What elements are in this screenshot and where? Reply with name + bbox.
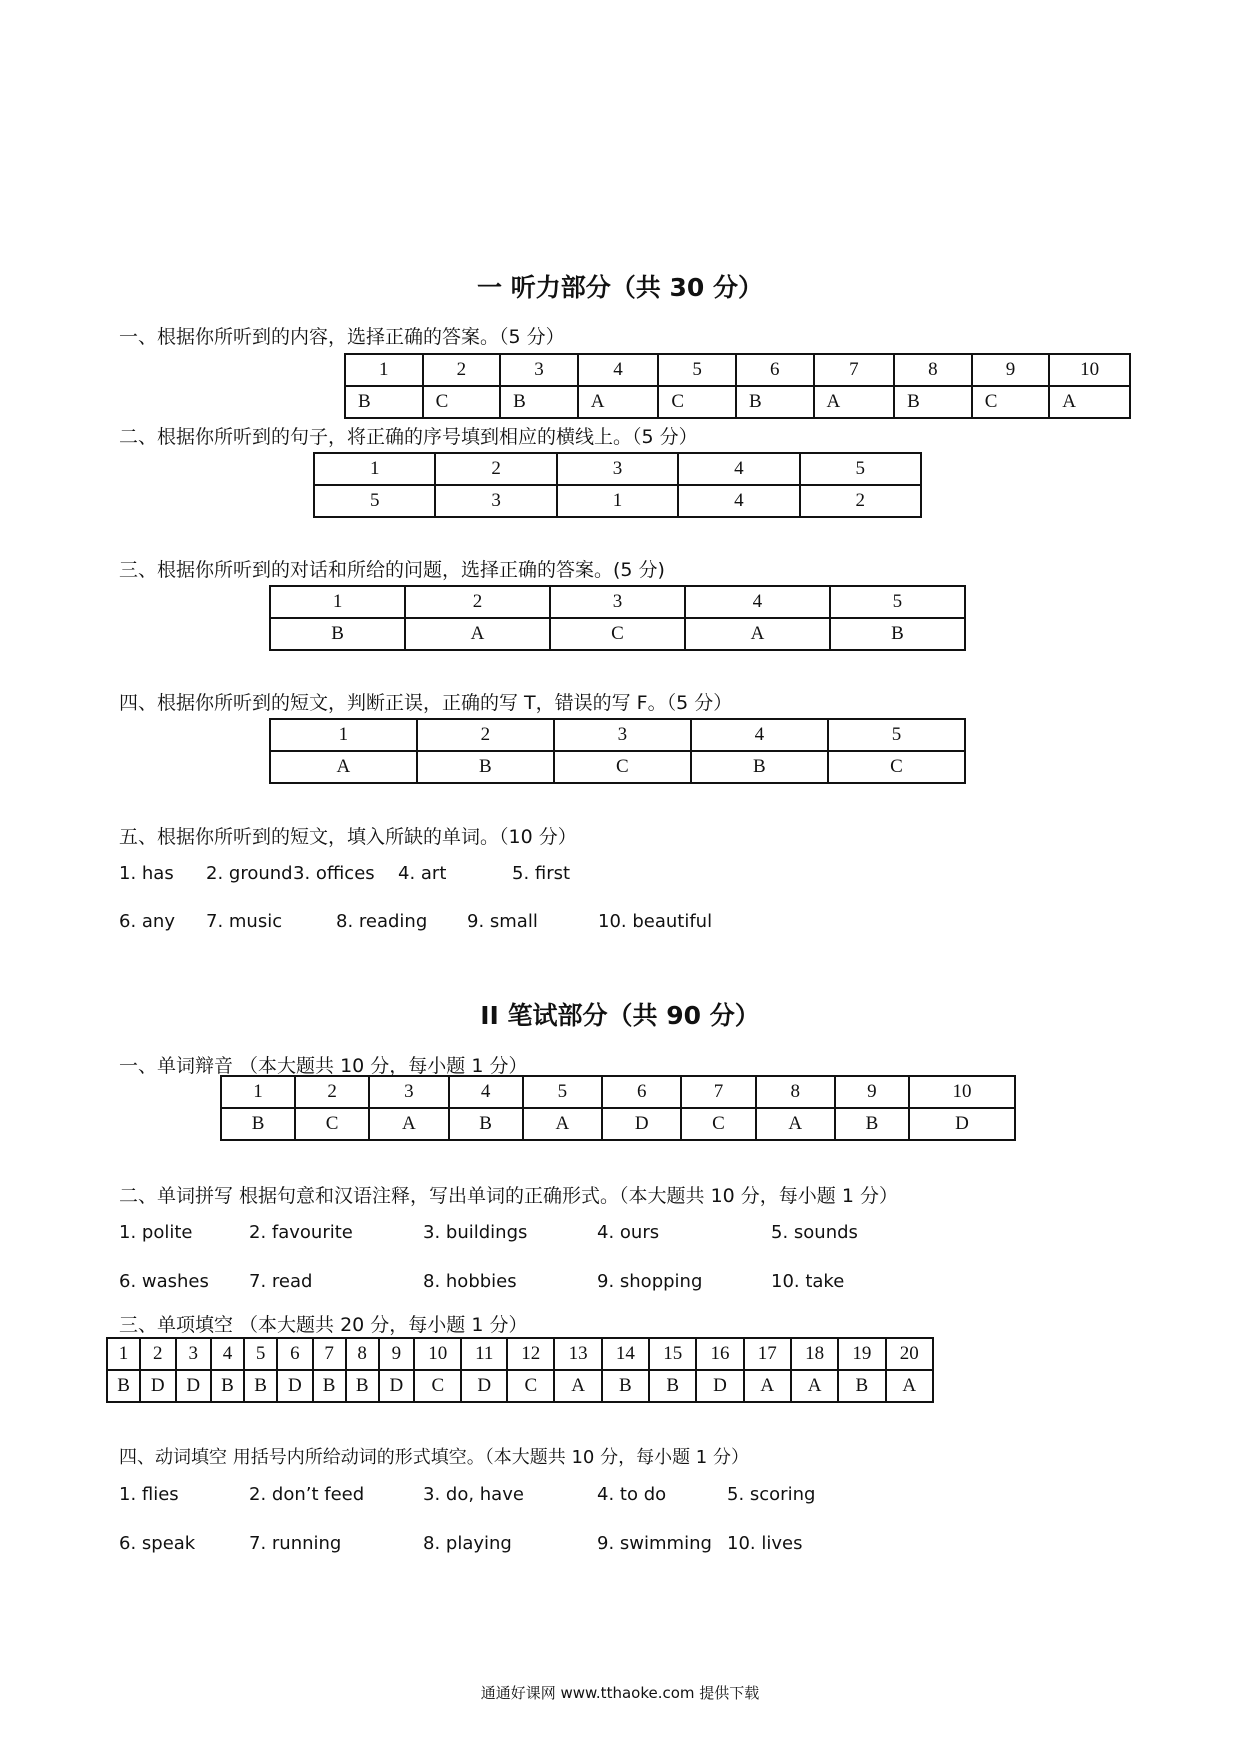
question-number-cell: 20 bbox=[886, 1338, 933, 1370]
question-number-cell: 1 bbox=[270, 719, 417, 751]
answer-item: 2. ground bbox=[206, 863, 293, 884]
question-number-cell: 5 bbox=[523, 1076, 602, 1108]
question-number-cell: 8 bbox=[756, 1076, 835, 1108]
answer-cell: B bbox=[313, 1370, 346, 1402]
question-number-cell: 4 bbox=[685, 586, 830, 618]
answer-item: 7. music bbox=[206, 911, 283, 932]
question-number-cell: 1 bbox=[221, 1076, 295, 1108]
answer-cell: B bbox=[270, 618, 405, 650]
answer-table bbox=[106, 1337, 934, 1403]
section-heading: 三、根据你所听到的对话和所给的问题，选择正确的答案。(5 分) bbox=[119, 559, 665, 581]
answer-item: 3. do, have bbox=[423, 1484, 524, 1505]
question-number-cell: 16 bbox=[696, 1338, 743, 1370]
table-row bbox=[107, 1370, 933, 1402]
footer: 通通好课网 www.tthaoke.com 提供下载 bbox=[480, 1684, 760, 1702]
table-row bbox=[345, 354, 1130, 386]
answer-cell: B bbox=[838, 1370, 885, 1402]
answer-item: 4. to do bbox=[597, 1484, 667, 1505]
answer-item: 10. lives bbox=[727, 1533, 803, 1554]
answer-cell: B bbox=[346, 1370, 379, 1402]
question-number-cell: 9 bbox=[379, 1338, 414, 1370]
answer-cell: C bbox=[414, 1370, 461, 1402]
section-heading: 一、根据你所听到的内容，选择正确的答案。（5 分） bbox=[119, 326, 565, 348]
answer-cell: D bbox=[461, 1370, 507, 1402]
question-number-cell: 12 bbox=[507, 1338, 554, 1370]
question-number-cell: 2 bbox=[435, 453, 556, 485]
question-number-cell: 7 bbox=[814, 354, 895, 386]
question-number-cell: 17 bbox=[744, 1338, 791, 1370]
section-heading: 一、单词辩音 （本大题共 10 分，每小题 1 分） bbox=[119, 1055, 528, 1077]
answer-item: 8. hobbies bbox=[423, 1271, 517, 1292]
question-number-cell: 3 bbox=[550, 586, 685, 618]
part2-title: II 笔试部分（共 90 分） bbox=[480, 1001, 760, 1030]
table-row bbox=[345, 386, 1130, 418]
question-number-cell: 9 bbox=[835, 1076, 909, 1108]
answer-cell: A bbox=[554, 1370, 601, 1402]
answer-cell: C bbox=[423, 386, 501, 418]
answer-cell: B bbox=[449, 1108, 523, 1140]
answer-item: 9. shopping bbox=[597, 1271, 703, 1292]
question-number-cell: 6 bbox=[736, 354, 814, 386]
question-number-cell: 4 bbox=[678, 453, 799, 485]
answer-cell: B bbox=[830, 618, 965, 650]
answer-cell: A bbox=[523, 1108, 602, 1140]
answer-cell: C bbox=[550, 618, 685, 650]
answer-item: 3. offices bbox=[293, 863, 375, 884]
section-heading: 二、单词拼写 根据句意和汉语注释，写出单词的正确形式。（本大题共 10 分，每小题 1 分） bbox=[119, 1185, 898, 1207]
question-number-cell: 6 bbox=[277, 1338, 312, 1370]
question-number-cell: 5 bbox=[830, 586, 965, 618]
answer-cell: D bbox=[909, 1108, 1015, 1140]
answer-cell: A bbox=[405, 618, 550, 650]
answer-cell: A bbox=[369, 1108, 448, 1140]
answer-cell: A bbox=[1049, 386, 1130, 418]
question-number-cell: 4 bbox=[578, 354, 659, 386]
answer-cell: 3 bbox=[435, 485, 556, 517]
answer-item: 1. polite bbox=[119, 1222, 193, 1243]
answer-item: 4. ours bbox=[597, 1222, 660, 1243]
question-number-cell: 1 bbox=[345, 354, 423, 386]
question-number-cell: 4 bbox=[211, 1338, 244, 1370]
answer-item: 2. don’t feed bbox=[249, 1484, 365, 1505]
question-number-cell: 3 bbox=[557, 453, 678, 485]
table-row bbox=[270, 618, 965, 650]
answer-cell: C bbox=[507, 1370, 554, 1402]
question-number-cell: 7 bbox=[681, 1076, 755, 1108]
answer-item: 6. washes bbox=[119, 1271, 209, 1292]
answer-item: 9. small bbox=[467, 911, 538, 932]
answer-item: 5. first bbox=[512, 863, 571, 884]
answer-item: 8. reading bbox=[336, 911, 428, 932]
question-number-cell: 2 bbox=[423, 354, 501, 386]
question-number-cell: 3 bbox=[554, 719, 691, 751]
answer-cell: C bbox=[681, 1108, 755, 1140]
answer-cell: C bbox=[972, 386, 1050, 418]
question-number-cell: 1 bbox=[107, 1338, 140, 1370]
question-number-cell: 9 bbox=[972, 354, 1050, 386]
question-number-cell: 5 bbox=[828, 719, 965, 751]
question-number-cell: 2 bbox=[405, 586, 550, 618]
answer-cell: B bbox=[417, 751, 554, 783]
section-heading: 二、根据你所听到的句子，将正确的序号填到相应的横线上。（5 分） bbox=[119, 426, 698, 448]
answer-cell: A bbox=[814, 386, 895, 418]
answer-cell: C bbox=[658, 386, 736, 418]
question-number-cell: 6 bbox=[602, 1076, 681, 1108]
question-number-cell: 8 bbox=[894, 354, 972, 386]
answer-cell: B bbox=[345, 386, 423, 418]
question-number-cell: 10 bbox=[909, 1076, 1015, 1108]
question-number-cell: 5 bbox=[800, 453, 921, 485]
table-row bbox=[221, 1076, 1015, 1108]
answer-cell: B bbox=[835, 1108, 909, 1140]
table-row bbox=[270, 719, 965, 751]
answer-cell: D bbox=[602, 1108, 681, 1140]
question-number-cell: 2 bbox=[295, 1076, 369, 1108]
question-number-cell: 2 bbox=[140, 1338, 175, 1370]
table-row bbox=[314, 453, 921, 485]
answer-cell: C bbox=[295, 1108, 369, 1140]
answer-cell: D bbox=[277, 1370, 312, 1402]
answer-cell: B bbox=[244, 1370, 277, 1402]
question-number-cell: 13 bbox=[554, 1338, 601, 1370]
answer-cell: C bbox=[828, 751, 965, 783]
question-number-cell: 18 bbox=[791, 1338, 838, 1370]
answer-cell: A bbox=[744, 1370, 791, 1402]
section-heading: 三、单项填空 （本大题共 20 分，每小题 1 分） bbox=[119, 1314, 528, 1336]
answer-table bbox=[313, 452, 922, 518]
answer-table bbox=[220, 1075, 1016, 1141]
answer-item: 1. flies bbox=[119, 1484, 179, 1505]
answer-cell: B bbox=[500, 386, 578, 418]
table-row bbox=[314, 485, 921, 517]
section-heading: 四、动词填空 用括号内所给动词的形式填空。（本大题共 10 分，每小题 1 分） bbox=[119, 1447, 749, 1468]
answer-cell: C bbox=[554, 751, 691, 783]
answer-cell: B bbox=[211, 1370, 244, 1402]
answer-item: 5. sounds bbox=[771, 1222, 858, 1243]
table-row bbox=[270, 586, 965, 618]
answer-cell: B bbox=[691, 751, 828, 783]
answer-cell: B bbox=[894, 386, 972, 418]
question-number-cell: 4 bbox=[449, 1076, 523, 1108]
question-number-cell: 4 bbox=[691, 719, 828, 751]
answer-item: 9. swimming bbox=[597, 1533, 712, 1554]
answer-cell: B bbox=[221, 1108, 295, 1140]
answer-item: 1. has bbox=[119, 863, 174, 884]
answer-item: 6. speak bbox=[119, 1533, 196, 1554]
answer-item: 10. take bbox=[771, 1271, 845, 1292]
answer-cell: A bbox=[886, 1370, 933, 1402]
answer-item: 2. favourite bbox=[249, 1222, 353, 1243]
answer-cell: D bbox=[696, 1370, 743, 1402]
answer-item: 8. playing bbox=[423, 1533, 512, 1554]
table-row bbox=[270, 751, 965, 783]
answer-item: 4. art bbox=[398, 863, 447, 884]
question-number-cell: 2 bbox=[417, 719, 554, 751]
question-number-cell: 3 bbox=[500, 354, 578, 386]
answer-cell: 1 bbox=[557, 485, 678, 517]
answer-cell: 4 bbox=[678, 485, 799, 517]
question-number-cell: 3 bbox=[369, 1076, 448, 1108]
answer-cell: B bbox=[649, 1370, 696, 1402]
answer-cell: A bbox=[578, 386, 659, 418]
answer-table bbox=[269, 585, 966, 651]
answer-cell: B bbox=[107, 1370, 140, 1402]
answer-item: 10. beautiful bbox=[598, 911, 713, 932]
answer-cell: B bbox=[602, 1370, 649, 1402]
answer-cell: A bbox=[685, 618, 830, 650]
answer-item: 6. any bbox=[119, 911, 175, 932]
answer-table bbox=[269, 718, 966, 784]
answer-cell: D bbox=[379, 1370, 414, 1402]
answer-item: 5. scoring bbox=[727, 1484, 816, 1505]
question-number-cell: 14 bbox=[602, 1338, 649, 1370]
answer-cell: 2 bbox=[800, 485, 921, 517]
question-number-cell: 1 bbox=[314, 453, 435, 485]
answer-cell: A bbox=[270, 751, 417, 783]
part1-title: 一 听力部分（共 30 分） bbox=[477, 273, 763, 302]
question-number-cell: 1 bbox=[270, 586, 405, 618]
answer-item: 7. read bbox=[249, 1271, 313, 1292]
answer-cell: 5 bbox=[314, 485, 435, 517]
answer-cell: D bbox=[176, 1370, 211, 1402]
question-number-cell: 7 bbox=[313, 1338, 346, 1370]
answer-table bbox=[344, 353, 1131, 419]
answer-item: 3. buildings bbox=[423, 1222, 528, 1243]
question-number-cell: 19 bbox=[838, 1338, 885, 1370]
question-number-cell: 10 bbox=[1049, 354, 1130, 386]
question-number-cell: 5 bbox=[244, 1338, 277, 1370]
table-row bbox=[107, 1338, 933, 1370]
answer-cell: D bbox=[140, 1370, 175, 1402]
answer-cell: A bbox=[791, 1370, 838, 1402]
question-number-cell: 5 bbox=[658, 354, 736, 386]
section-heading: 四、根据你所听到的短文，判断正误，正确的写 T，错误的写 F。（5 分） bbox=[119, 692, 733, 714]
question-number-cell: 15 bbox=[649, 1338, 696, 1370]
question-number-cell: 3 bbox=[176, 1338, 211, 1370]
answer-item: 7. running bbox=[249, 1533, 342, 1554]
table-row bbox=[221, 1108, 1015, 1140]
question-number-cell: 11 bbox=[461, 1338, 507, 1370]
question-number-cell: 8 bbox=[346, 1338, 379, 1370]
answer-cell: A bbox=[756, 1108, 835, 1140]
answer-cell: B bbox=[736, 386, 814, 418]
section-heading: 五、根据你所听到的短文，填入所缺的单词。（10 分） bbox=[119, 826, 577, 848]
question-number-cell: 10 bbox=[414, 1338, 461, 1370]
